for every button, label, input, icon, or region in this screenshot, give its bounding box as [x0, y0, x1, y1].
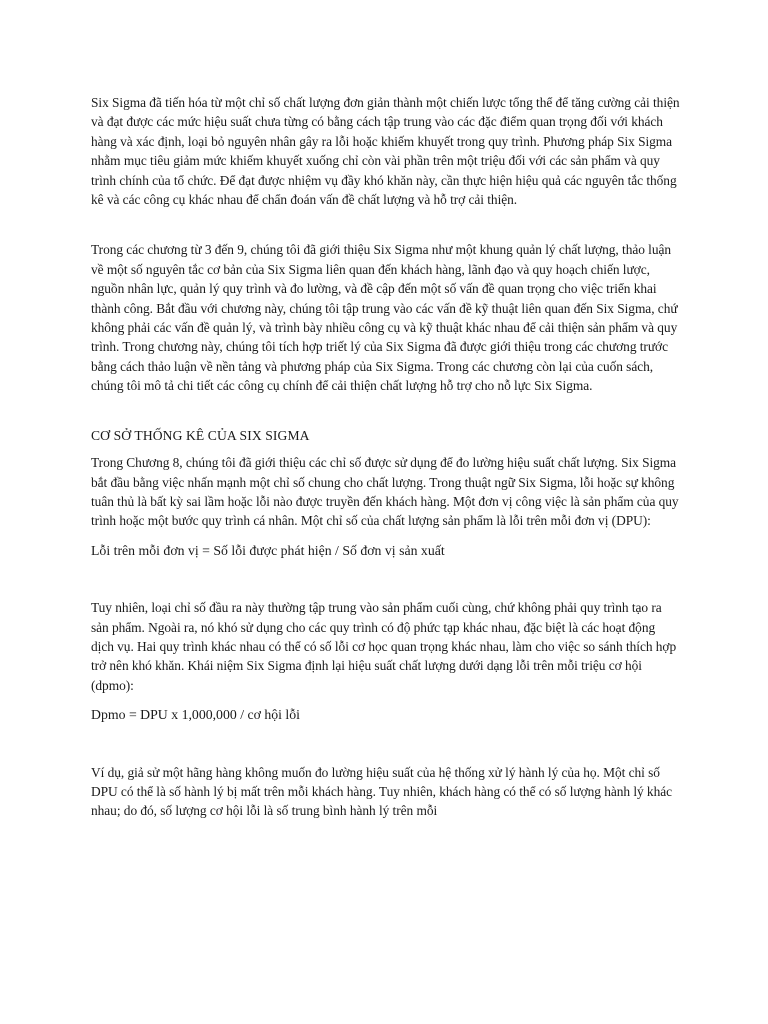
- paragraph-dpu: Trong Chương 8, chúng tôi đã giới thiệu các chỉ số được sử dụng để đo lường hiệu suất chất lượng. Six Sigma bắt đầu bằng việc nhấn mạnh một chỉ số chung cho chất lượng. Trong thuật ngữ Six Sigma, lỗi hoặc sự không tuân thủ là bất kỳ sai lầm hoặc lỗi nào được truyền đến khách hàng. Một đơn vị công việc là sản phẩm của quy trình hoặc một bước quy trình cá nhân. Một chỉ số của chất lượng sản phẩm là lỗi trên mỗi đơn vị (DPU):: [91, 455, 679, 529]
- formula-dpmo: Dpmo = DPU x 1,000,000 / cơ hội lỗi: [91, 707, 301, 723]
- paragraph-chapters: Trong các chương từ 3 đến 9, chúng tôi đã giới thiệu Six Sigma như một khung quản lý chất lượng, thảo luận về một số nguyên tắc cơ bản của Six Sigma liên quan đến khách hàng, lãnh đạo và quy hoạch chiến lược, nguồn nhân lực, quản lý quy trình và đo lường, và đề cập đến một số vấn đề quan trọng cho việc triển khai thành công. Bắt đầu với chương này, chúng tôi tập trung vào các vấn đề kỹ thuật liên quan đến Six Sigma, chứ không phải các vấn đề quản lý, và trình bày nhiều công cụ và kỹ thuật khác nhau để cải thiện sản phẩm và quy trình. Trong chương này, chúng tôi tích hợp triết lý của Six Sigma đã được giới thiệu trong các chương trước bằng cách thảo luận về nền tảng và phương pháp của Six Sigma. Trong các chương còn lại của cuốn sách, chúng tôi mô tả chi tiết các công cụ chính để cải thiện chất lượng hỗ trợ cho nỗ lực Six Sigma.: [91, 242, 678, 394]
- section-heading: CƠ SỞ THỐNG KÊ CỦA SIX SIGMA: [91, 427, 310, 443]
- formula-dpu: Lỗi trên mỗi đơn vị = Số lỗi được phát hiện / Số đơn vị sản xuất: [91, 542, 445, 558]
- paragraph-dpmo: Tuy nhiên, loại chỉ số đầu ra này thường tập trung vào sản phẩm cuối cùng, chứ không phải quy trình tạo ra sản phẩm. Ngoài ra, nó khó sử dụng cho các quy trình có độ phức tạp khác nhau, đặc biệt là các hoạt động dịch vụ. Hai quy trình khác nhau có thể có số lỗi cơ học quan trọng khác nhau, làm cho việc so sánh thích hợp trở nên khó khăn. Khái niệm Six Sigma định lại hiệu suất chất lượng dưới dạng lỗi trên mỗi triệu cơ hội (dpmo):: [91, 600, 677, 693]
- document-page: [91, 93, 681, 821]
- paragraph-intro: Six Sigma đã tiến hóa từ một chỉ số chất lượng đơn giản thành một chiến lược tổng thể để tăng cường cải thiện và đạt được các mức hiệu suất chưa từng có bằng cách tập trung vào các đặc điểm quan trọng đối với khách hàng và xác định, loại bỏ nguyên nhân gây ra lỗi hoặc khiếm khuyết trong quy trình. Phương pháp Six Sigma nhằm mục tiêu giảm mức khiếm khuyết xuống chỉ còn vài phần trên một triệu đối với các sản phẩm và quy trình chính của tổ chức. Để đạt được nhiệm vụ đầy khó khăn này, cần thực hiện hiệu quả các nguyên tắc thống kê và các công cụ khác nhau để chẩn đoán vấn đề chất lượng và hỗ trợ cải thiện.: [91, 95, 680, 208]
- paragraph-example: Ví dụ, giả sử một hãng hàng không muốn đo lường hiệu suất của hệ thống xử lý hành lý của họ. Một chỉ số DPU có thể là số hành lý bị mất trên mỗi khách hàng. Tuy nhiên, khách hàng có thể có số lượng hành lý khác nhau; do đó, số lượng cơ hội lỗi là số trung bình hành lý trên mỗi: [91, 764, 673, 819]
